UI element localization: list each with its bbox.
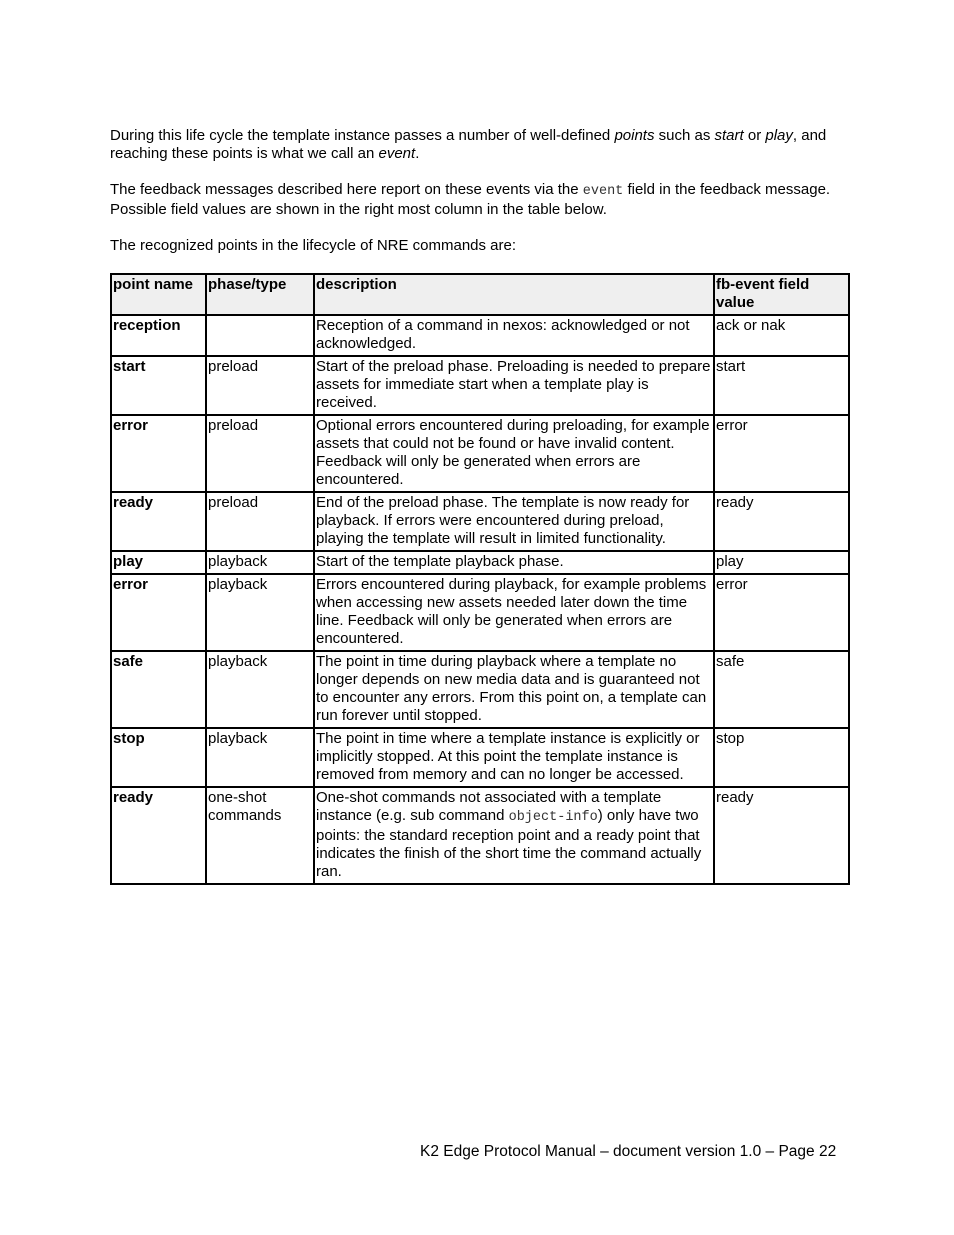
point-name-cell: error xyxy=(111,574,206,651)
header-point-name: point name xyxy=(111,274,206,315)
fb-event-value-cell: ack or nak xyxy=(714,315,849,356)
phase-cell: one-shot commands xyxy=(206,787,314,884)
description-cell: Start of the template playback phase. xyxy=(314,551,714,574)
phase-cell: playback xyxy=(206,728,314,787)
intro-paragraph-3: The recognized points in the lifecycle of NRE commands are: xyxy=(110,237,517,254)
table-row xyxy=(111,651,849,728)
page-footer: K2 Edge Protocol Manual – document version 1.0 – Page 22 xyxy=(420,1143,837,1160)
table-body xyxy=(111,315,849,884)
description-cell: Start of the preload phase. Preloading is needed to prepare assets for immediate start when a template play is received. xyxy=(314,356,714,415)
phase-cell: preload xyxy=(206,356,314,415)
table-row xyxy=(111,415,849,492)
table-header-row xyxy=(111,274,849,315)
phase-cell: preload xyxy=(206,492,314,551)
description-cell: End of the preload phase. The template is now ready for playback. If errors were encountered during preload, playing the template will result in limited functionality. xyxy=(314,492,714,551)
fb-event-value-cell: play xyxy=(714,551,849,574)
description-cell: Optional errors encountered during preloading, for example assets that could not be found or have invalid content. Feedback will only be generated when errors are encountered. xyxy=(314,415,714,492)
fb-event-value-cell: start xyxy=(714,356,849,415)
description-cell: Errors encountered during playback, for example problems when accessing new assets needed later down the time line. Feedback will only be generated when errors are encountered. xyxy=(314,574,714,651)
description-cell: The point in time where a template instance is explicitly or implicitly stopped. At this point the template instance is removed from memory and can no longer be accessed. xyxy=(314,728,714,787)
point-name-cell: safe xyxy=(111,651,206,728)
point-name-cell: reception xyxy=(111,315,206,356)
table-row xyxy=(111,315,849,356)
header-phase-type: phase/type xyxy=(206,274,314,315)
description-cell: Reception of a command in nexos: acknowledged or not acknowledged. xyxy=(314,315,714,356)
description-cell: The point in time during playback where a template no longer depends on new media data and is guaranteed not to encounter any errors. From this point on, a template can run forever until stopped. xyxy=(314,651,714,728)
point-name-cell: ready xyxy=(111,492,206,551)
description-cell xyxy=(314,787,714,884)
point-name-cell: ready xyxy=(111,787,206,884)
header-description: description xyxy=(314,274,714,315)
phase-cell xyxy=(206,315,314,356)
point-name-cell: start xyxy=(111,356,206,415)
fb-event-value-cell: error xyxy=(714,574,849,651)
point-name-cell: stop xyxy=(111,728,206,787)
fb-event-value-cell: ready xyxy=(714,492,849,551)
header-fb-event-value: fb-event field value xyxy=(714,274,849,315)
event-field-code: event xyxy=(582,184,624,199)
intro-paragraph-1: During this life cycle the template instance passes a number of well-defined points such as start or play, and reaching these points is what we call an event. xyxy=(110,127,827,162)
phase-cell: playback xyxy=(206,651,314,728)
table-row xyxy=(111,787,849,884)
object-info-code: object-info xyxy=(508,810,598,825)
table-row xyxy=(111,574,849,651)
description-text: One-shot commands not associated with a template instance (e.g. sub command xyxy=(316,789,662,824)
point-name-cell: error xyxy=(111,415,206,492)
intro-paragraph-2: The feedback messages described here report on these events via the event field in the feedback message. Possible field values are shown in the right most column in the table below. xyxy=(110,181,831,218)
table-row xyxy=(111,551,849,574)
table-row xyxy=(111,356,849,415)
lifecycle-points-table xyxy=(110,273,850,885)
phase-cell: preload xyxy=(206,415,314,492)
page-content xyxy=(110,127,850,885)
table-row xyxy=(111,492,849,551)
fb-event-value-cell: stop xyxy=(714,728,849,787)
phase-cell: playback xyxy=(206,574,314,651)
phase-cell: playback xyxy=(206,551,314,574)
fb-event-value-cell: error xyxy=(714,415,849,492)
description-text: ) only have two points: the standard reception point and a ready point that indicates the finish of the short time the command actually ran. xyxy=(316,807,702,880)
table-row xyxy=(111,728,849,787)
fb-event-value-cell: safe xyxy=(714,651,849,728)
fb-event-value-cell: ready xyxy=(714,787,849,884)
point-name-cell: play xyxy=(111,551,206,574)
